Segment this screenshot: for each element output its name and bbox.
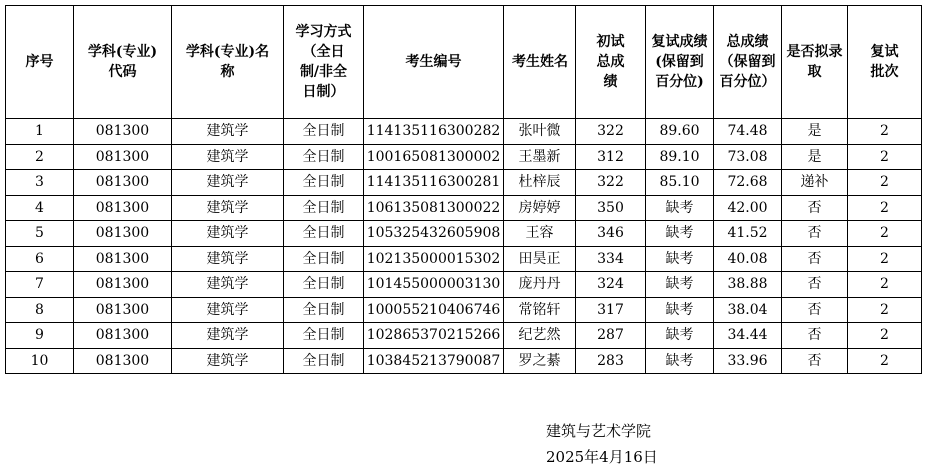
table-row bbox=[6, 144, 922, 170]
table-cell: 106135081300022 bbox=[364, 195, 504, 221]
table-row bbox=[6, 119, 922, 145]
table-cell: 40.08 bbox=[714, 246, 782, 272]
column-header: 学科(专业)名称 bbox=[172, 6, 284, 119]
table-cell: 334 bbox=[576, 246, 646, 272]
column-header: 考生姓名 bbox=[504, 6, 576, 119]
table-cell: 否 bbox=[782, 221, 848, 247]
table-cell: 建筑学 bbox=[172, 323, 284, 349]
table-cell: 2 bbox=[848, 170, 922, 196]
table-cell: 114135116300282 bbox=[364, 119, 504, 145]
table-cell: 全日制 bbox=[284, 348, 364, 374]
table-row bbox=[6, 323, 922, 349]
table-cell: 114135116300281 bbox=[364, 170, 504, 196]
table-cell: 否 bbox=[782, 246, 848, 272]
table-header bbox=[6, 6, 922, 119]
table-cell: 350 bbox=[576, 195, 646, 221]
table-cell: 缺考 bbox=[646, 246, 714, 272]
table-cell: 102865370215266 bbox=[364, 323, 504, 349]
table-cell: 317 bbox=[576, 297, 646, 323]
table-cell: 283 bbox=[576, 348, 646, 374]
table-cell: 287 bbox=[576, 323, 646, 349]
table-cell: 缺考 bbox=[646, 272, 714, 298]
table-cell: 建筑学 bbox=[172, 246, 284, 272]
table-cell: 全日制 bbox=[284, 119, 364, 145]
table-row bbox=[6, 246, 922, 272]
table-cell: 2 bbox=[848, 348, 922, 374]
table-cell: 101455000003130 bbox=[364, 272, 504, 298]
column-header: 复试批次 bbox=[848, 6, 922, 119]
table-cell: 建筑学 bbox=[172, 144, 284, 170]
header-row bbox=[6, 6, 922, 119]
column-header: 复试成绩(保留到百分位) bbox=[646, 6, 714, 119]
table-cell: 全日制 bbox=[284, 170, 364, 196]
table-cell: 2 bbox=[848, 221, 922, 247]
table-cell: 是 bbox=[782, 119, 848, 145]
table-cell: 103845213790087 bbox=[364, 348, 504, 374]
table-cell: 081300 bbox=[74, 221, 172, 247]
table-body bbox=[6, 119, 922, 374]
column-header: 学习方式（全日制/非全日制） bbox=[284, 6, 364, 119]
footer-date: 2025年4月16日 bbox=[546, 448, 658, 466]
table-cell: 89.60 bbox=[646, 119, 714, 145]
table-cell: 324 bbox=[576, 272, 646, 298]
table-cell: 100055210406746 bbox=[364, 297, 504, 323]
table-row bbox=[6, 195, 922, 221]
table-cell: 全日制 bbox=[284, 144, 364, 170]
table-cell: 2 bbox=[848, 119, 922, 145]
table-cell: 100165081300002 bbox=[364, 144, 504, 170]
table-cell: 72.68 bbox=[714, 170, 782, 196]
table-cell: 房婷婷 bbox=[504, 195, 576, 221]
table-cell: 全日制 bbox=[284, 221, 364, 247]
table-cell: 否 bbox=[782, 195, 848, 221]
table-cell: 2 bbox=[848, 195, 922, 221]
table-cell: 缺考 bbox=[646, 297, 714, 323]
table-cell: 王容 bbox=[504, 221, 576, 247]
table-cell: 41.52 bbox=[714, 221, 782, 247]
table-cell: 是 bbox=[782, 144, 848, 170]
table-cell: 081300 bbox=[74, 348, 172, 374]
footer-organization: 建筑与艺术学院 bbox=[546, 422, 652, 440]
table-cell: 全日制 bbox=[284, 297, 364, 323]
table-cell: 否 bbox=[782, 348, 848, 374]
table-cell: 罗之綦 bbox=[504, 348, 576, 374]
table-cell: 1 bbox=[6, 119, 74, 145]
table-cell: 081300 bbox=[74, 170, 172, 196]
table-cell: 73.08 bbox=[714, 144, 782, 170]
table-cell: 081300 bbox=[74, 246, 172, 272]
table-cell: 9 bbox=[6, 323, 74, 349]
results-table bbox=[5, 5, 922, 374]
table-row bbox=[6, 348, 922, 374]
table-row bbox=[6, 297, 922, 323]
table-cell: 081300 bbox=[74, 119, 172, 145]
table-cell: 王墨新 bbox=[504, 144, 576, 170]
column-header: 考生编号 bbox=[364, 6, 504, 119]
table-cell: 33.96 bbox=[714, 348, 782, 374]
table-row bbox=[6, 272, 922, 298]
table-cell: 85.10 bbox=[646, 170, 714, 196]
table-cell: 322 bbox=[576, 170, 646, 196]
table-cell: 42.00 bbox=[714, 195, 782, 221]
table-cell: 否 bbox=[782, 323, 848, 349]
table-cell: 建筑学 bbox=[172, 221, 284, 247]
column-header: 是否拟录取 bbox=[782, 6, 848, 119]
table-cell: 建筑学 bbox=[172, 272, 284, 298]
table-cell: 89.10 bbox=[646, 144, 714, 170]
table-cell: 建筑学 bbox=[172, 297, 284, 323]
table-row bbox=[6, 170, 922, 196]
table-cell: 10 bbox=[6, 348, 74, 374]
table-cell: 缺考 bbox=[646, 195, 714, 221]
table-row bbox=[6, 221, 922, 247]
column-header: 总成绩（保留到百分位） bbox=[714, 6, 782, 119]
table-cell: 2 bbox=[6, 144, 74, 170]
table-cell: 杜梓辰 bbox=[504, 170, 576, 196]
table-cell: 6 bbox=[6, 246, 74, 272]
table-cell: 全日制 bbox=[284, 246, 364, 272]
table-cell: 5 bbox=[6, 221, 74, 247]
column-header: 学科(专业)代码 bbox=[74, 6, 172, 119]
table-cell: 田昊正 bbox=[504, 246, 576, 272]
column-header: 序号 bbox=[6, 6, 74, 119]
table-cell: 105325432605908 bbox=[364, 221, 504, 247]
table-cell: 纪艺然 bbox=[504, 323, 576, 349]
table-cell: 庞丹丹 bbox=[504, 272, 576, 298]
table-cell: 否 bbox=[782, 297, 848, 323]
table-cell: 312 bbox=[576, 144, 646, 170]
table-cell: 102135000015302 bbox=[364, 246, 504, 272]
table-cell: 081300 bbox=[74, 272, 172, 298]
table-cell: 递补 bbox=[782, 170, 848, 196]
table-cell: 081300 bbox=[74, 297, 172, 323]
table-cell: 34.44 bbox=[714, 323, 782, 349]
table-cell: 322 bbox=[576, 119, 646, 145]
table-cell: 2 bbox=[848, 297, 922, 323]
table-cell: 2 bbox=[848, 246, 922, 272]
table-cell: 2 bbox=[848, 323, 922, 349]
table-cell: 7 bbox=[6, 272, 74, 298]
table-cell: 2 bbox=[848, 144, 922, 170]
table-cell: 38.88 bbox=[714, 272, 782, 298]
table-cell: 74.48 bbox=[714, 119, 782, 145]
table-cell: 缺考 bbox=[646, 323, 714, 349]
table-cell: 081300 bbox=[74, 195, 172, 221]
table-cell: 4 bbox=[6, 195, 74, 221]
table-cell: 081300 bbox=[74, 144, 172, 170]
table-cell: 38.04 bbox=[714, 297, 782, 323]
table-cell: 建筑学 bbox=[172, 195, 284, 221]
table-cell: 3 bbox=[6, 170, 74, 196]
table-cell: 346 bbox=[576, 221, 646, 247]
table-cell: 8 bbox=[6, 297, 74, 323]
table-cell: 否 bbox=[782, 272, 848, 298]
table-cell: 建筑学 bbox=[172, 170, 284, 196]
table-cell: 建筑学 bbox=[172, 348, 284, 374]
table-cell: 2 bbox=[848, 272, 922, 298]
table-cell: 建筑学 bbox=[172, 119, 284, 145]
table-cell: 张叶微 bbox=[504, 119, 576, 145]
table-cell: 081300 bbox=[74, 323, 172, 349]
table-cell: 缺考 bbox=[646, 221, 714, 247]
table-cell: 全日制 bbox=[284, 323, 364, 349]
table-cell: 全日制 bbox=[284, 272, 364, 298]
column-header: 初试总成绩 bbox=[576, 6, 646, 119]
table-cell: 全日制 bbox=[284, 195, 364, 221]
table-cell: 常铭轩 bbox=[504, 297, 576, 323]
table-cell: 缺考 bbox=[646, 348, 714, 374]
